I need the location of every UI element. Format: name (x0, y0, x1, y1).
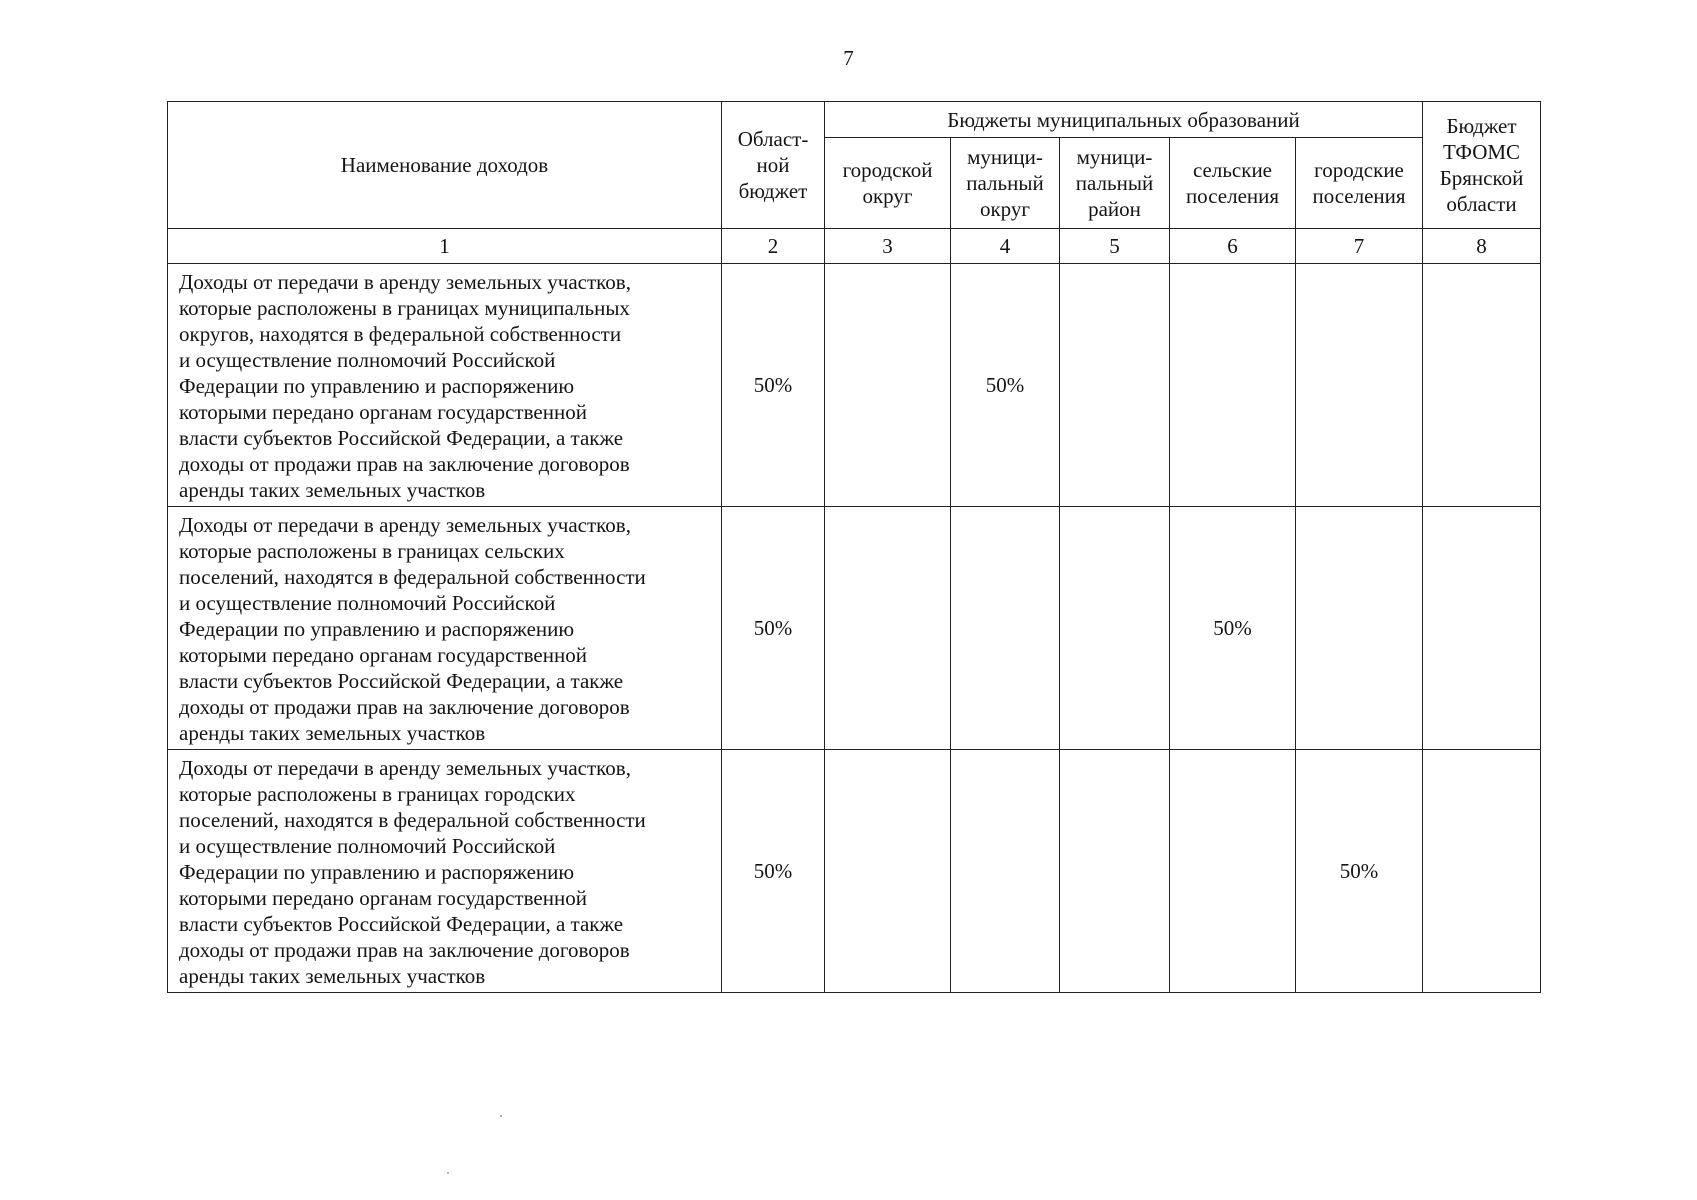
revenue-distribution-table (167, 101, 1541, 993)
header-municipal-budgets: Бюджеты муниципальных образований (825, 102, 1423, 138)
tfoms-share-cell (1423, 507, 1541, 750)
regional-share-cell: 50% (722, 750, 825, 993)
header-tfoms-budget: Бюджет ТФОМС Брянской области (1423, 102, 1541, 229)
municipal-okrug-share-cell (951, 750, 1060, 993)
income-name-cell: Доходы от передачи в аренду земельных участков, которые расположены в границах муниципальных округов, находятся в федеральной собственности и осуществление полномочий Российской Федерации по управлению и распоряжению которыми передано органам государственной власти субъектов Российской Федерации, а также доходы от продажи прав на заключение договоров аренды таких земельных участков (168, 264, 722, 507)
header-municipal-rayon: муници- пальный район (1060, 138, 1170, 229)
regional-share-cell: 50% (722, 264, 825, 507)
column-number: 8 (1423, 229, 1541, 264)
header-regional-budget: Област- ной бюджет (722, 102, 825, 229)
column-number: 4 (951, 229, 1060, 264)
city-district-share-cell (825, 264, 951, 507)
income-name-cell: Доходы от передачи в аренду земельных участков, которые расположены в границах городских поселений, находятся в федеральной собственности и осуществление полномочий Российской Федерации по управлению и распоряжению которыми передано органам государственной власти субъектов Российской Федерации, а также доходы от продажи прав на заключение договоров аренды таких земельных участков (168, 750, 722, 993)
column-number-row (168, 229, 1541, 264)
urban-settlements-share-cell (1296, 507, 1423, 750)
column-number: 3 (825, 229, 951, 264)
municipal-okrug-share-cell: 50% (951, 264, 1060, 507)
table-row (168, 750, 1541, 993)
income-name-cell: Доходы от передачи в аренду земельных участков, которые расположены в границах сельских поселений, находятся в федеральной собственности и осуществление полномочий Российской Федерации по управлению и распоряжению которыми передано органам государственной власти субъектов Российской Федерации, а также доходы от продажи прав на заключение договоров аренды таких земельных участков (168, 507, 722, 750)
rural-settlements-share-cell: 50% (1170, 507, 1296, 750)
municipal-okrug-share-cell (951, 507, 1060, 750)
rural-settlements-share-cell (1170, 750, 1296, 993)
regional-share-cell: 50% (722, 507, 825, 750)
tfoms-share-cell (1423, 264, 1541, 507)
header-rural-settlements: сельские поселения (1170, 138, 1296, 229)
municipal-rayon-share-cell (1060, 507, 1170, 750)
page-number: 7 (843, 46, 854, 70)
urban-settlements-share-cell: 50% (1296, 750, 1423, 993)
municipal-rayon-share-cell (1060, 750, 1170, 993)
column-number: 5 (1060, 229, 1170, 264)
column-number: 6 (1170, 229, 1296, 264)
scan-speck (500, 1115, 502, 1117)
column-number: 1 (168, 229, 722, 264)
table-row (168, 507, 1541, 750)
column-number: 7 (1296, 229, 1423, 264)
table-row (168, 264, 1541, 507)
city-district-share-cell (825, 507, 951, 750)
urban-settlements-share-cell (1296, 264, 1423, 507)
header-urban-settlements: городские поселения (1296, 138, 1423, 229)
scan-speck (447, 1172, 449, 1174)
tfoms-share-cell (1423, 750, 1541, 993)
municipal-rayon-share-cell (1060, 264, 1170, 507)
header-income-name: Наименование доходов (168, 102, 722, 229)
rural-settlements-share-cell (1170, 264, 1296, 507)
header-city-district: городской округ (825, 138, 951, 229)
column-number: 2 (722, 229, 825, 264)
header-municipal-okrug: муници- пальный округ (951, 138, 1060, 229)
city-district-share-cell (825, 750, 951, 993)
